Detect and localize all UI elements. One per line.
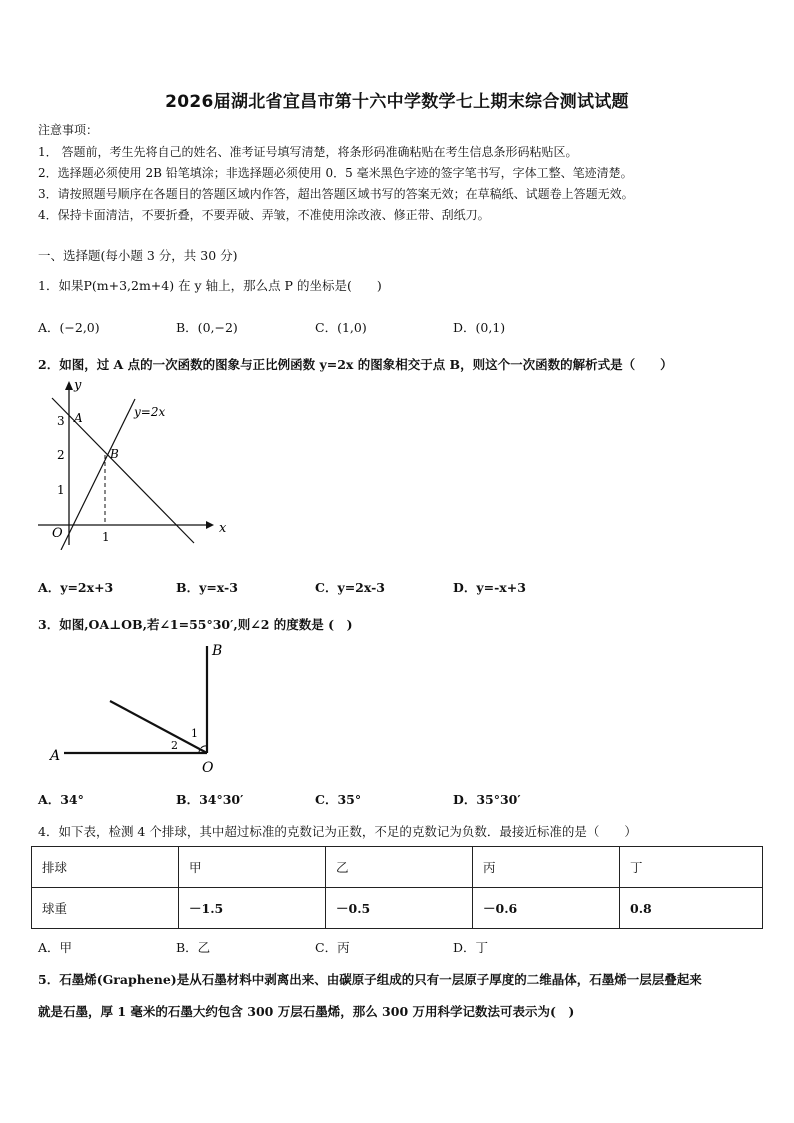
question-3-stem: 3．如图,OA⊥OB,若∠1=55°30′,则∠2 的度数是 ( ): [38, 617, 353, 632]
angle-1-label: 1: [191, 727, 198, 740]
y-axis-label: y: [74, 378, 82, 393]
table-cell: 乙: [326, 847, 473, 888]
y-tick-3: 3: [57, 414, 65, 428]
question-3-option-c[interactable]: C．35°: [315, 792, 362, 807]
origin-label: O: [52, 526, 63, 541]
question-2-option-c[interactable]: C．y=2x-3: [315, 580, 386, 595]
table-cell: 丙: [473, 847, 620, 888]
question-3-option-d[interactable]: D．35°30′: [453, 792, 521, 807]
table-row: [32, 847, 763, 888]
page-title: 2026届湖北省宜昌市第十六中学数学七上期末综合测试试题: [165, 92, 629, 112]
y-tick-1: 1: [57, 483, 65, 497]
point-a-label: A: [74, 411, 83, 425]
question-1-option-a[interactable]: A．(−2,0): [38, 320, 100, 335]
table-cell: 丁: [620, 847, 763, 888]
question-2-stem: 2．如图，过 A 点的一次函数的图象与正比例函数 y=2x 的图象相交于点 B，则这个一次函数的解析式是（ ）: [38, 357, 673, 372]
question-4-option-a[interactable]: A．甲: [38, 940, 73, 955]
notes-heading: 注意事项：: [38, 123, 99, 137]
note-item: 2．选择题必须使用 2B 铅笔填涂；非选择题必须使用 0．5 毫米黑色字迹的签字笔书写，字体工整、笔迹清楚。: [38, 166, 633, 180]
note-item: 1． 答题前，考生先将自己的姓名、准考证号填写清楚，将条形码准确粘贴在考生信息条形码粘贴区。: [38, 145, 578, 159]
table-cell: 排球: [32, 847, 179, 888]
note-item: 3．请按照题号顺序在各题目的答题区域内作答，超出答题区域书写的答案无效；在草稿纸、试题卷上答题无效。: [38, 187, 634, 201]
question-2-option-a[interactable]: A．y=2x+3: [38, 580, 114, 595]
table-cell: －1.5: [179, 888, 326, 929]
table-cell: －0.5: [326, 888, 473, 929]
x-axis-label: x: [219, 521, 227, 536]
question-1-option-d[interactable]: D．(0,1): [453, 320, 506, 335]
question-1-option-b[interactable]: B．(0,−2): [176, 320, 238, 335]
question-1-option-c[interactable]: C．(1,0): [315, 320, 367, 335]
line-label: y=2x: [134, 405, 166, 419]
y-tick-2: 2: [57, 448, 65, 462]
table-row: [32, 888, 763, 929]
question-1-stem: 1．如果P(m+3,2m+4) 在 y 轴上，那么点 P 的坐标是( ): [38, 278, 382, 293]
question-5-line-2: 就是石墨，厚 1 毫米的石墨大约包含 300 万层石墨烯，那么 300 万用科学记数法可表示为( ): [38, 1004, 575, 1019]
note-item: 4．保持卡面清洁，不要折叠，不要弄破、弄皱，不准使用涂改液、修正带、刮纸刀。: [38, 208, 490, 222]
question-3-option-b[interactable]: B．34°30′: [176, 792, 244, 807]
section-heading: 一、选择题(每小题 3 分，共 30 分): [38, 248, 238, 263]
point-b-label: B: [110, 447, 119, 461]
question-4-option-c[interactable]: C．丙: [315, 940, 350, 955]
question-4-option-d[interactable]: D．丁: [453, 940, 489, 955]
x-tick-1: 1: [102, 530, 110, 544]
question-3-figure: [40, 636, 240, 781]
question-2-option-d[interactable]: D．y=-x+3: [453, 580, 526, 595]
table-cell: 球重: [32, 888, 179, 929]
table-cell: 0.8: [620, 888, 763, 929]
question-2-option-b[interactable]: B．y=x-3: [176, 580, 238, 595]
point-b-label: B: [212, 643, 223, 659]
point-o-label: O: [202, 760, 214, 776]
question-5-line-1: 5．石墨烯(Graphene)是从石墨材料中剥离出来、由碳原子组成的只有一层原子厚度的二维晶体，石墨烯一层层叠起来: [38, 972, 702, 987]
question-3-option-a[interactable]: A．34°: [38, 792, 84, 807]
table-cell: －0.6: [473, 888, 620, 929]
point-a-label: A: [50, 748, 61, 764]
table-cell: 甲: [179, 847, 326, 888]
question-4-option-b[interactable]: B．乙: [176, 940, 211, 955]
question-2-figure: [30, 375, 240, 550]
angle-2-label: 2: [171, 739, 178, 752]
question-4-table: [31, 846, 763, 929]
question-4-stem: 4．如下表，检测 4 个排球，其中超过标准的克数记为正数，不足的克数记为负数．最接近标准的是（ ）: [38, 824, 637, 839]
